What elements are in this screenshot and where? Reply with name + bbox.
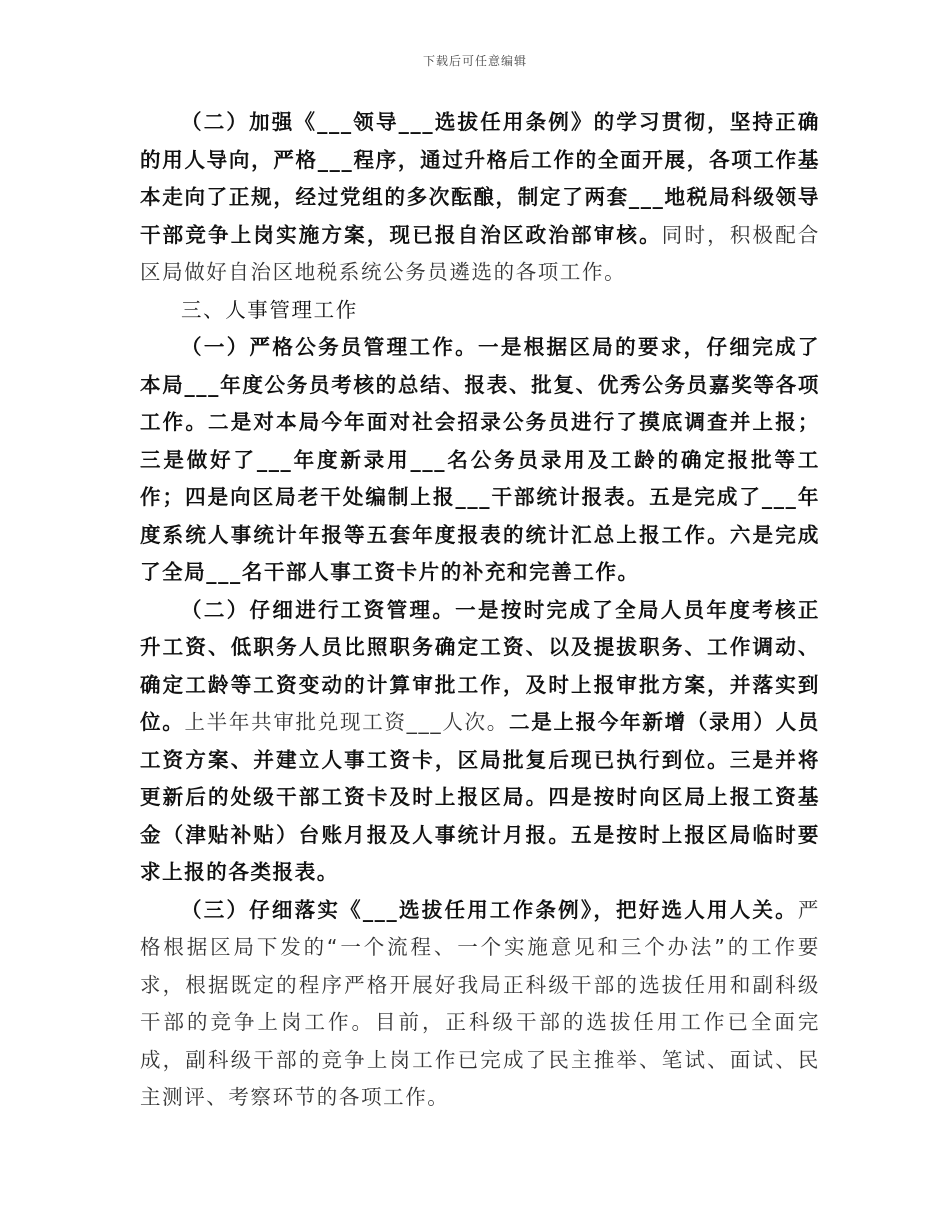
paragraph-2-bold: （一）严格公务员管理工作。一是根据区局的要求，仔细完成了本局___年度公务员考核的总结、报表、批复、优秀公务员嘉奖等各项工作。二是对本局今年面对社会招录公务员进行了摸底调查并上报；三是做好了___年度新录用___名公务员录用及工龄的确定报批等工作；四是向区局老干处编制上报___干部统计报表。五是完成了___年度系统人事统计年报等五套年度报表的统计汇总上报工作。六是完成了全局___名干部人事工资卡片的补充和完善工作。 [140,335,820,584]
paragraph-1-light: 同时，积极配合区局做好自治区地税系统公务员遴选的各项工作。 [140,222,820,284]
paragraph-4 [140,892,820,1117]
paragraph-2 [140,329,820,592]
paragraph-3 [140,592,820,892]
section-heading: 三、人事管理工作 [181,297,358,322]
paragraph-4-light: 严格根据区局下发的“一个流程、一个实施意见和三个办法”的工作要求，根据既定的程序严格开展好我局正科级干部的选拔任用和副科级干部的竞争上岗工作。目前，正科级干部的选拔任用工作已全面完成，副科级干部的竞争上岗工作已完成了民主推举、笔试、面试、民主测评、考察环节的各项工作。 [140,897,820,1109]
paragraph-4-bold: （三）仔细落实《___选拔任用工作条例》，把好选人用人关。 [181,897,798,922]
paragraph-1 [140,104,820,292]
paragraph-3-bold-1: （二）仔细进行工资管理。一是按时完成了全局人员年度考核正升工资、低职务人员比照职务确定工资、以及提拔职务、工作调动、确定工龄等工资变动的计算审批工作，及时上报审批方案，并落实到位。 [140,597,820,734]
paragraph-1-bold: （二）加强《___领导___选拔任用条例》的学习贯彻，坚持正确的用人导向，严格___程序，通过升格后工作的全面开展，各项工作基本走向了正规，经过党组的多次酝酿，制定了两套___地税局科级领导干部竞争上岗实施方案，现已报自治区政治部审核。 [140,110,820,247]
paragraph-3-light: 上半年共审批兑现工资___人次。 [184,710,510,734]
paragraph-3-bold-2: 二是上报今年新增（录用）人员工资方案、并建立人事工资卡，区局批复后现已执行到位。三是并将更新后的处级干部工资卡及时上报区局。四是按时向区局上报工资基金（津贴补贴）台账月报及人事统计月报。五是按时上报区局临时要求上报的各类报表。 [140,710,820,884]
document-body [140,104,820,1117]
page-header: 下载后可任意编辑 [422,54,527,68]
